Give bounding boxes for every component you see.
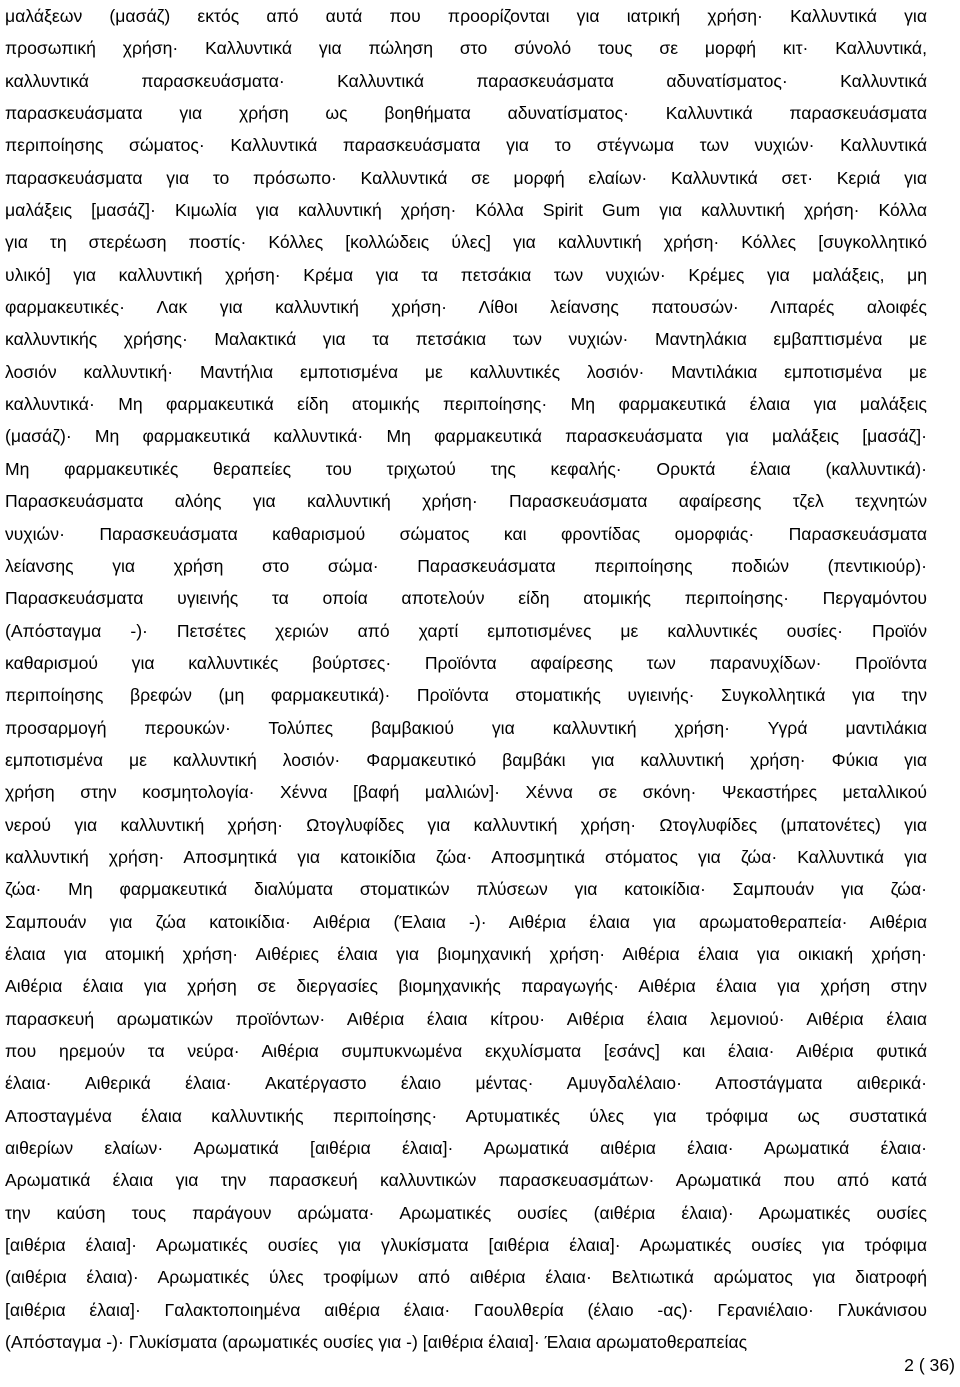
- text-line: ζώα· Μη φαρμακευτικά διαλύματα στοματικών πλύσεων για κατοικίδια· Σαμπουάν για ζώα·: [5, 879, 927, 900]
- text-line: νυχιών· Παρασκευάσματα καθαρισμού σώματος και φροντίδας ομορφιάς· Παρασκευάσματα: [5, 523, 927, 544]
- text-line: καλλυντικά παρασκευάσματα· Καλλυντικά παρασκευάσματα αδυνατίσματος· Καλλυντικά: [5, 70, 927, 91]
- text-line: καλλυντική χρήση· Αποσμητικά για κατοικίδια ζώα· Αποσμητικά στόματος για ζώα· Καλλυντικά για: [5, 846, 927, 867]
- text-line: την καύση τους παράγουν αρώματα· Αρωματικές ουσίες (αιθέρια έλαια)· Αρωματικές ουσίες: [5, 1202, 927, 1223]
- text-line: μαλάξεων (μασάζ) εκτός από αυτά που προορίζονται για ιατρική χρήση· Καλλυντικά για: [5, 6, 927, 26]
- text-line: περιποίησης σώματος· Καλλυντικά παρασκευάσματα για το στέγνωμα των νυχιών· Καλλυντικά: [5, 135, 927, 156]
- text-line: παρασκευάσματα για το πρόσωπο· Καλλυντικά σε μορφή ελαίων· Καλλυντικά σετ· Κεριά για: [5, 167, 927, 188]
- text-line: προσαρμογή περουκών· Τολύπες βαμβακιού για καλλυντική χρήση· Υγρά μαντιλάκια: [5, 717, 927, 738]
- text-line: [αιθέρια έλαια]· Γαλακτοποιημένα αιθέρια έλαια· Γαουλθερία (έλαιο -ας)· Γερανιέλαιο· Γλυκάνισου: [5, 1299, 927, 1320]
- text-line: νερού για καλλυντική χρήση· Ωτογλυφίδες για καλλυντική χρήση· Ωτογλυφίδες (μπατονέτες) για: [5, 814, 927, 835]
- text-line: (μασάζ)· Μη φαρμακευτικά καλλυντικά· Μη φαρμακευτικά παρασκευάσματα για μαλάξεις [μασάζ]·: [5, 426, 927, 447]
- text-line: έλαια για ατομική χρήση· Αιθέριες έλαια για βιομηχανική χρήση· Αιθέρια έλαια για οικιακή χρήση·: [5, 943, 927, 964]
- text-line: (αιθέρια έλαια)· Αρωματικές ύλες τροφίμων από αιθέρια έλαια· Βελτιωτικά αρώματος για διατροφή: [5, 1267, 927, 1288]
- text-line: αιθερίων ελαίων· Αρωματικά [αιθέρια έλαια]· Αρωματικά αιθέρια έλαια· Αρωματικά έλαια·: [5, 1138, 927, 1159]
- text-line: λείανσης για χρήση στο σώμα· Παρασκευάσματα περιποίησης ποδιών (πεντικιούρ)·: [5, 555, 927, 576]
- text-line: παρασκευή αρωματικών προϊόντων· Αιθέρια έλαια κίτρου· Αιθέρια έλαια λεμονιού· Αιθέρια έλαια: [5, 1008, 927, 1029]
- text-line: Παρασκευάσματα αλόης για καλλυντική χρήση· Παρασκευάσματα αφαίρεσης τζελ τεχνητών: [5, 491, 927, 512]
- text-line: Σαμπουάν για ζώα κατοικίδια· Αιθέρια (Έλαια -)· Αιθέρια έλαια για αρωματοθεραπεία· Αιθέρια: [5, 911, 927, 932]
- text-line: λοσιόν καλλυντική· Μαντήλια εμποτισμένα με καλλυντικές λοσιόν· Μαντιλάκια εμποτισμένα με: [5, 361, 927, 382]
- text-line: καλλυντικής χρήσης· Μαλακτικά για τα πετσάκια των νυχιών· Μαντηλάκια εμβαπτισμένα με: [5, 329, 927, 350]
- text-line: [αιθέρια έλαια]· Αρωματικές ουσίες για γλυκίσματα [αιθέρια έλαια]· Αρωματικές ουσίες για τρόφιμα: [5, 1235, 927, 1256]
- text-line: (Απόσταγμα -)· Γλυκίσματα (αρωματικές ουσίες για -) [αιθέρια έλαια]· Έλαια αρωματοθεραπείας: [5, 1332, 748, 1353]
- text-line: φαρμακευτικές· Λακ για καλλυντική χρήση· Λίθοι λείανσης πατουσών· Λιπαρές αλοιφές: [5, 297, 927, 318]
- text-line: καθαρισμού για καλλυντικές βούρτσες· Προϊόντα αφαίρεσης των παρανυχίδων· Προϊόντα: [5, 652, 927, 673]
- text-line: χρήση στην κοσμητολογία· Χέννα [βαφή μαλλιών]· Χέννα σε σκόνη· Ψεκαστήρες μεταλλικού: [5, 782, 927, 803]
- text-line: Παρασκευάσματα υγιεινής τα οποία αποτελούν είδη ατομικής περιποίησης· Περγαμόντου: [5, 588, 927, 609]
- text-line: περιποίησης βρεφών (μη φαρμακευτικά)· Προϊόντα στοματικής υγιεινής· Συγκολλητικά για την: [5, 685, 927, 706]
- text-line: (Απόσταγμα -)· Πετσέτες χεριών από χαρτί εμποτισμένες με καλλυντικές ουσίες· Προϊόν: [5, 620, 927, 641]
- text-line: Αρωματικά έλαια για την παρασκευή καλλυντικών παρασκευασμάτων· Αρωματικά που από κατά: [5, 1170, 927, 1191]
- text-line: προσωπική χρήση· Καλλυντικά για πώληση στο σύνολό τους σε μορφή κιτ· Καλλυντικά,: [5, 38, 927, 59]
- text-line: παρασκευάσματα για χρήση ως βοηθήματα αδυνατίσματος· Καλλυντικά παρασκευάσματα: [5, 103, 927, 124]
- text-line: για τη στερέωση ποστίς· Κόλλες [κολλώδεις ύλες] για καλλυντική χρήση· Κόλλες [συγκολλητικό: [5, 232, 927, 253]
- text-line: υλικό] για καλλυντική χρήση· Κρέμα για τα πετσάκια των νυχιών· Κρέμες για μαλάξεις, μη: [5, 264, 927, 285]
- text-line: Μη φαρμακευτικές θεραπείες του τριχωτού της κεφαλής· Ορυκτά έλαια (καλλυντικά)·: [5, 458, 927, 479]
- text-line: μαλάξεις [μασάζ]· Κιμωλία για καλλυντική χρήση· Κόλλα Spirit Gum για καλλυντική χρήση· Κόλλα: [5, 200, 927, 221]
- page-number: 2 ( 36): [904, 1355, 955, 1375]
- text-line: έλαια· Αιθερικά έλαια· Ακατέργαστο έλαιο μέντας· Αμυγδαλέλαιο· Αποστάγματα αιθερικά·: [5, 1073, 927, 1094]
- text-line: εμποτισμένα με καλλυντική λοσιόν· Φαρμακευτικό βαμβάκι για καλλυντική χρήση· Φύκια για: [5, 749, 927, 770]
- text-line: καλλυντικά· Μη φαρμακευτικά είδη ατομικής περιποίησης· Μη φαρμακευτικά έλαια για μαλάξεις: [5, 394, 927, 415]
- text-line: που ηρεμούν τα νεύρα· Αιθέρια συμπυκνωμένα εκχυλίσματα [εσάνς] και έλαια· Αιθέρια φυτικά: [5, 1041, 927, 1061]
- text-line: Αιθέρια έλαια για χρήση σε διεργασίες βιομηχανικής παραγωγής· Αιθέρια έλαια για χρήση στην: [5, 976, 927, 997]
- text-line: Αποσταγμένα έλαια καλλυντικής περιποίησης· Αρτυματικές ύλες για τρόφιμα ως συστατικά: [5, 1105, 927, 1126]
- body-text: [5, 0, 927, 1358]
